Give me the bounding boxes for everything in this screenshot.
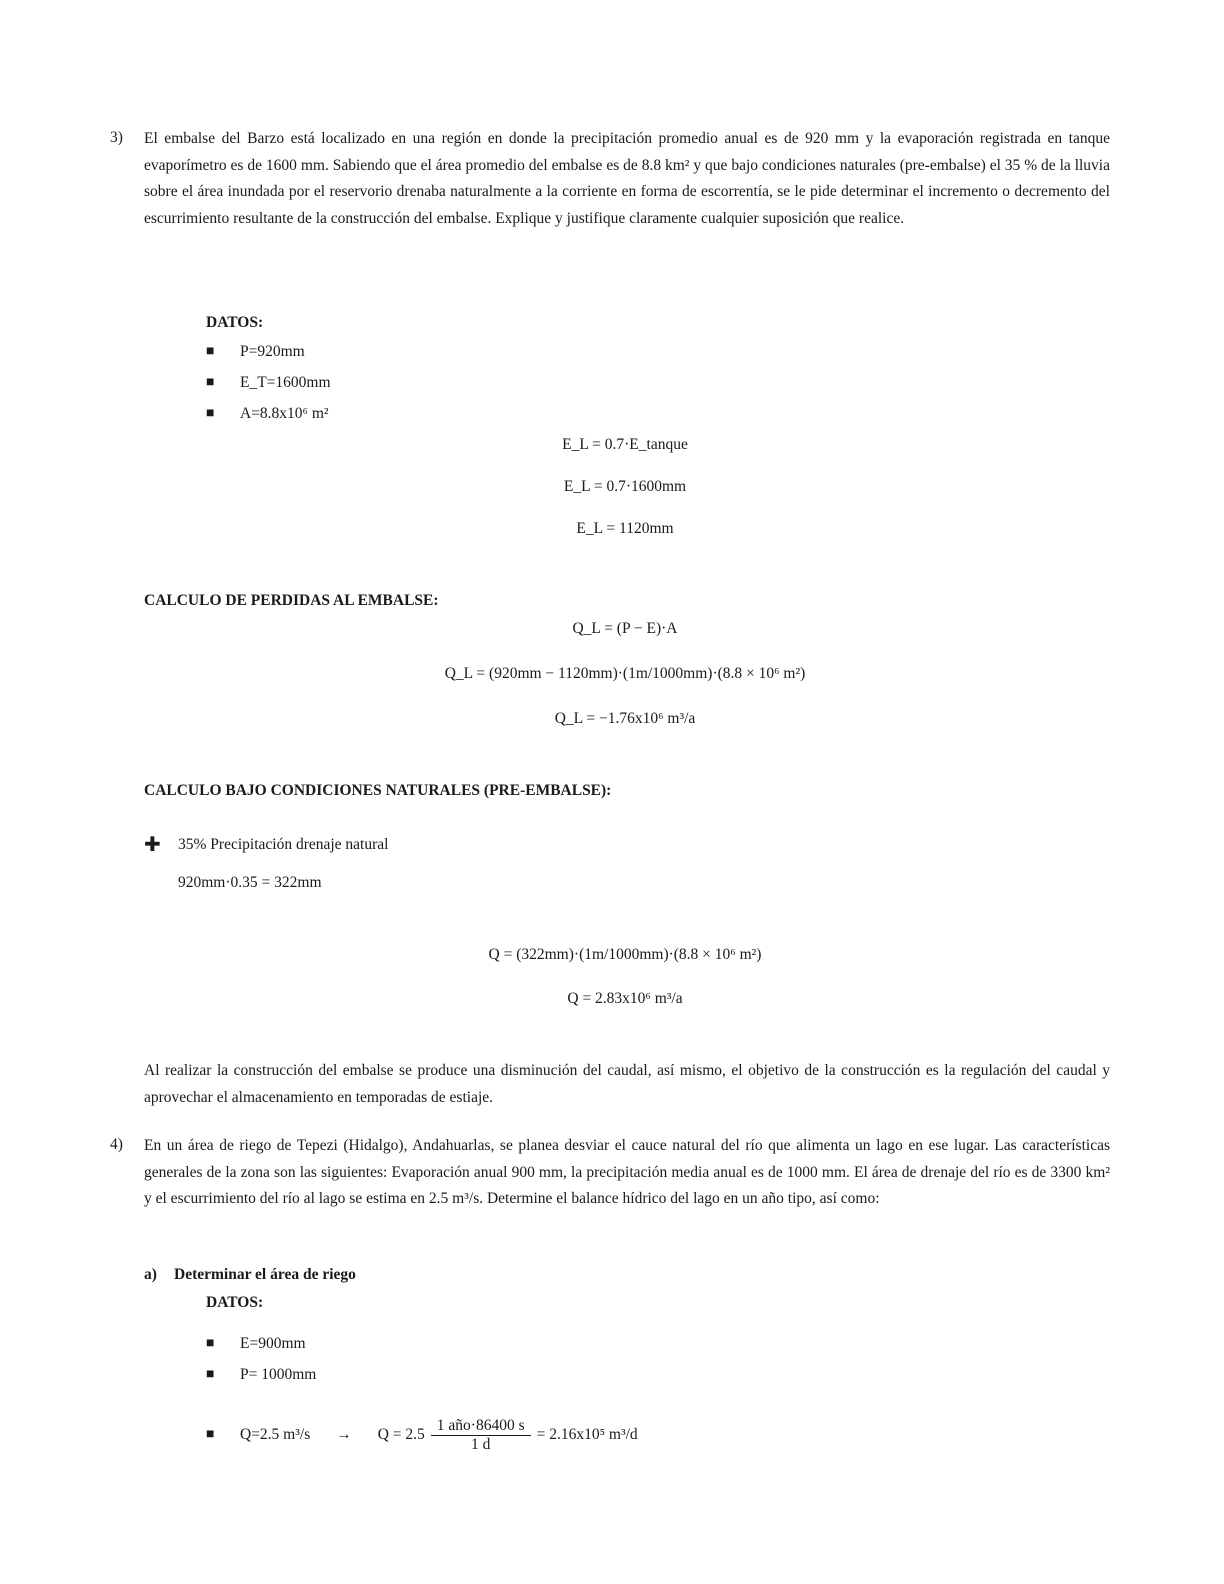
equation: E_L = 0.7·E_tanque [562, 436, 688, 453]
problem-number: 3) [110, 129, 123, 146]
part-heading: a) Determinar el área de riego [144, 1266, 356, 1283]
datos-item: ■ P=920mm [206, 343, 305, 360]
bullet-icon: ■ [206, 344, 215, 359]
datos-label: DATOS: [206, 314, 264, 331]
section-title: CALCULO DE PERDIDAS AL EMBALSE: [144, 592, 439, 609]
bullet-icon: ■ [206, 375, 215, 390]
section-title: CALCULO BAJO CONDICIONES NATURALES (PRE-EMBALSE): [144, 782, 612, 799]
bullet-icon: ■ [206, 1336, 215, 1351]
bullet-icon: ■ [206, 1367, 215, 1382]
equation: E_L = 0.7·1600mm [563, 478, 687, 495]
bullet-icon: ■ [206, 406, 215, 421]
bullet-icon: ■ [206, 1427, 215, 1442]
equation: Q = (322mm)·(1m/1000mm)·(8.8 × 10⁶ m²) [488, 946, 762, 963]
cross-bullet-icon: ✚ [144, 834, 161, 856]
equation: Q_L = (P − E)·A [572, 620, 678, 637]
datos-label: DATOS: [206, 1294, 264, 1311]
calc-line: 920mm·0.35 = 322mm [178, 874, 322, 891]
problem-number: 4) [110, 1136, 123, 1153]
flow-conversion: ■ Q=2.5 m³/s → Q = 2.5 $\frac{\text{1 año·86400 s}}{1 d}$ = 2.16x10⁵ m³/d [206, 1416, 638, 1453]
equation: Q = 2.83x10⁶ m³/a [567, 990, 683, 1007]
problem-statement: En un área de riego de Tepezi (Hidalgo), Andahuarlas, se planea desviar el cauce natural del río que alimenta un lago en ese lugar. Las características generales de la zona son las siguientes: Evaporación anual 900 mm, la precipitación media anual es de 1000 mm. El área de drenaje del río es de 3300 km² y el escurrimiento del río al lago se estima en 2.5 m³/s. Determine el balance hídrico del lago en un año tipo, así como: [144, 1137, 1110, 1207]
bullet-line: ✚ 35% Precipitación drenaje natural [144, 834, 389, 856]
conclusion: Al realizar la construcción del embalse se produce una disminución del caudal, así mismo, el objetivo de la construcción es la regulación del caudal y aprovechar el almacenamiento en temporadas de estiaje. [144, 1062, 1110, 1106]
datos-item: ■ E=900mm [206, 1335, 306, 1352]
arrow-icon: → [336, 1426, 352, 1443]
equation: Q_L = −1.76x10⁶ m³/a [554, 710, 696, 727]
problem-statement: El embalse del Barzo está localizado en una región en donde la precipitación promedio anual es de 920 mm y la evaporación registrada en tanque evaporímetro es de 1600 mm. Sabiendo que el área promedio del embalse es de 8.8 km² y que bajo condiciones naturales (pre-embalse) el 35 % de la lluvia sobre el área inundada por el reservorio drenaba naturalmente a la corriente en forma de escorrentía, se le pide determinar el incremento o decremento del escurrimiento resultante de la construcción del embalse. Explique y justifique claramente cualquier suposición que realice. [144, 130, 1110, 227]
equation: Q_L = (920mm − 1120mm)·(1m/1000mm)·(8.8 × 10⁶ m²) [444, 665, 806, 682]
equation: E_L = 1120mm [576, 520, 674, 537]
datos-item: ■ P= 1000mm [206, 1366, 317, 1383]
datos-item: ■ E_T=1600mm [206, 374, 331, 391]
fraction: $\frac{\text{1 año·86400 s}}{1 d}$ [431, 1417, 531, 1454]
datos-item: ■ A=8.8x10⁶ m² [206, 405, 329, 422]
